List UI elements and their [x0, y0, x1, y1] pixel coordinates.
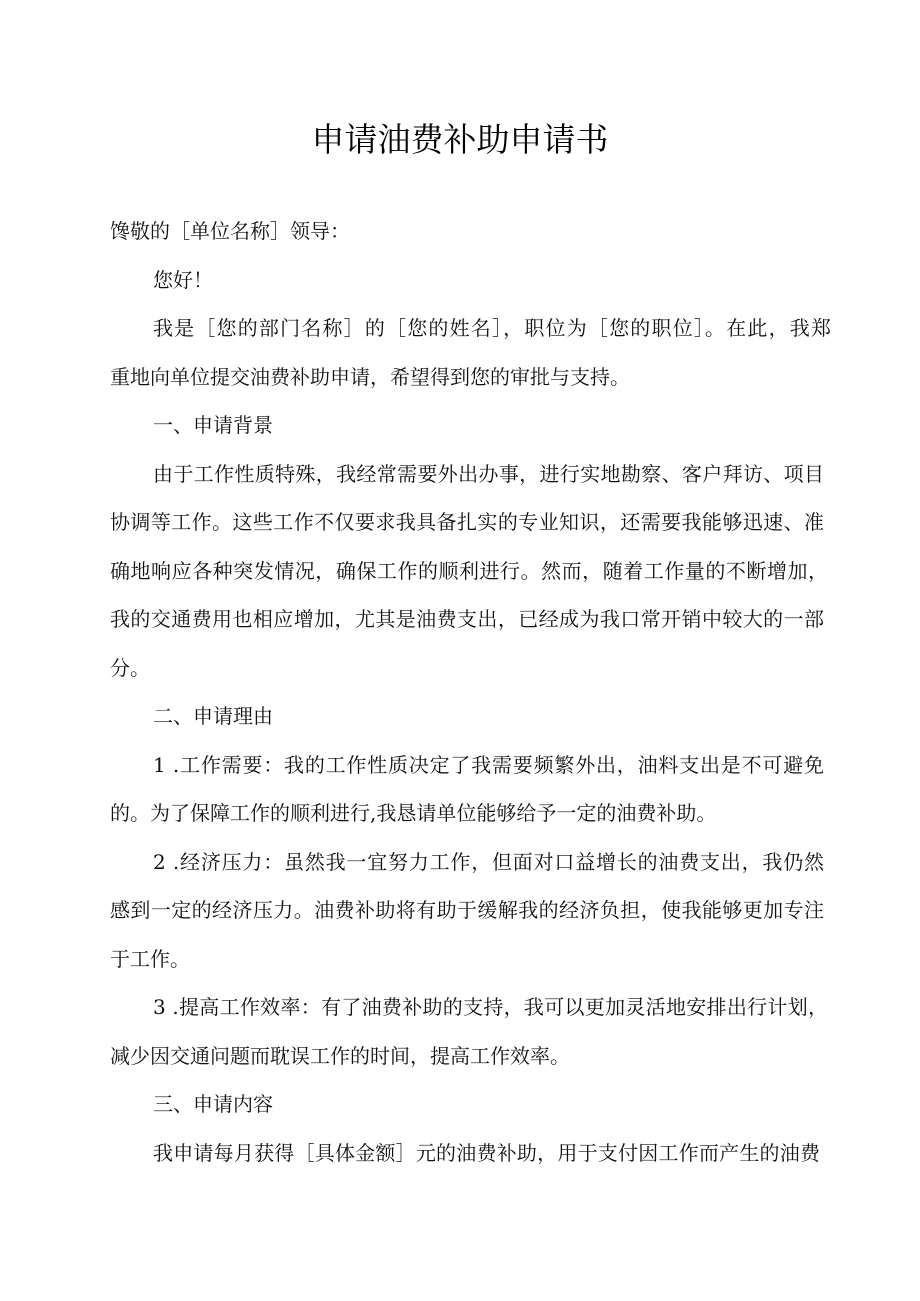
background-line-2: 协调等工作。这些工作不仅要求我具备扎实的专业知识，还需要我能够迅速、准	[110, 510, 824, 534]
reason-2-line-2: 感到一定的经济压力。油费补助将有助于缓解我的经济负担，使我能够更加专注	[110, 898, 824, 922]
greeting: 您好！	[153, 268, 213, 292]
section-heading-background: 一、申请背景	[153, 413, 273, 437]
intro-line-1: 我是［您的部门名称］的［您的姓名］，职位为［您的职位］。在此，我郑	[153, 316, 831, 340]
reason-3-line-1: 3 .提高工作效率：有了油费补助的支持，我可以更加灵活地安排出行计划，	[153, 995, 828, 1019]
section-heading-content: 三、申请内容	[153, 1092, 273, 1116]
reason-2-line-1: 2 .经济压力：虽然我一宜努力工作，但面对口益增长的油费支出，我仍然	[153, 850, 824, 874]
intro-line-2: 重地向单位提交油费补助申请，希望得到您的审批与支持。	[110, 365, 630, 389]
reason-1-line-1: 1 .工作需要：我的工作性质决定了我需要频繁外出，油料支出是不可避免	[153, 753, 824, 777]
background-line-5: 分。	[110, 656, 150, 680]
section-heading-reasons: 二、申请理由	[153, 704, 273, 728]
reason-2-line-3: 于工作。	[110, 947, 190, 971]
reason-3-line-2: 减少因交通问题而耽误工作的时间，提高工作效率。	[110, 1044, 570, 1068]
reason-1-line-2: 的。为了保障工作的顺利进行,我恳请单位能够给予一定的油费补助。	[110, 801, 717, 825]
background-line-1: 由于工作性质特殊，我经常需要外出办事，进行实地勘察、客户拜访、项目	[153, 462, 824, 486]
background-line-4: 我的交通费用也相应增加，尤其是油费支出，已经成为我口常开销中较大的一部	[110, 607, 824, 631]
background-line-3: 确地响应各种突发情况，确保工作的顺利进行。然而，随着工作量的不断增加，	[110, 559, 828, 583]
content-line-1: 我申请每月获得［具体金额］元的油费补助，用于支付因工作而产生的油费	[153, 1141, 820, 1165]
document-title: 申请油费补助申请书	[311, 120, 609, 159]
salutation: 馋敬的［单位名称］领导：	[110, 219, 350, 243]
